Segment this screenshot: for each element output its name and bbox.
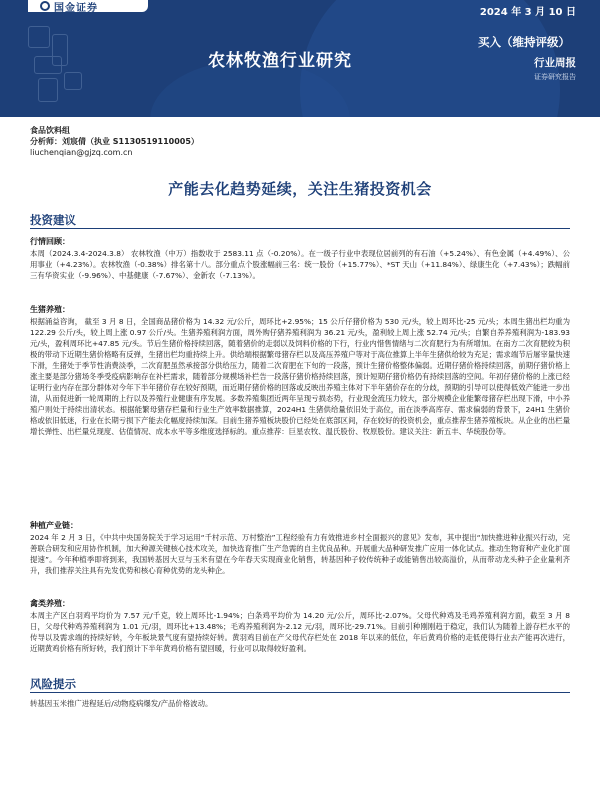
report-type: 行业周报 [534, 57, 576, 69]
section-title-risk: 风险提示 [30, 677, 76, 691]
section-divider [30, 228, 570, 229]
analyst-name: 分析师：刘宸倩（执业 S1130519110005） [30, 137, 199, 146]
report-title: 农林牧渔行业研究 [208, 51, 352, 71]
paragraph-seed: 2024 年 2 月 3 日，《中共中央国务院关于学习运用“千村示范、万村整治”工程经验有力有效推进乡村全面振兴的意见》发布，其中提出“加快推进种业振兴行动，完善联合研发和应用协作机制，加大种源关键核心技术攻关，加快选育推广生产急需的自主优良品种。开展重大品种研发推广应用一体化试点。推动生物育种产业化扩面提速”。今年种植季即将到来，我国转基因大豆与玉米有望在今年春天实现商业化销售，转基因种子较传统种子或能销售出较高溢价，从而带动龙头种子企业量利齐升，我们推荐关注具有先发优势和核心育种优势的龙头种企。 [30, 533, 570, 575]
subtitle-poultry: 禽类养殖： [30, 599, 70, 608]
headline: 产能去化趋势延续，关注生猪投资机会 [168, 180, 432, 198]
category-label: 食品饮料组 [30, 126, 70, 135]
subtitle-pig: 生猪养殖： [30, 305, 70, 314]
section-divider [30, 692, 570, 693]
paragraph-market: 本周（2024.3.4-2024.3.8） 农林牧渔（中万）指数收于 2583.11 点（-0.20%）。在一级子行业中表现位居前列的有石油（+5.24%）、有色金属（+4.49%）、公用事业（+4.23%）。农林牧渔（-0.38%）排名第十八。部分重点个股涨幅前三名：统一股份（+15.77%）、*ST 天山（+11.84%）、绿康生化（+7.43%）；跌幅前三有华资实业（-9.96%）、中基健康（-7.67%）、金新农（-7.13%）。 [30, 249, 570, 280]
paragraph-risk: 转基因玉米推广进程延后/动物疫病爆发/产品价格波动。 [30, 699, 213, 708]
banner-pattern [28, 26, 88, 106]
analyst-info [30, 125, 199, 158]
subtitle-seed: 种植产业链： [30, 521, 78, 530]
paragraph-pig: 根据涌益咨询， 截至 3 月 8 日，全国商品猪价格为 14.32 元/公斤，周环比+2.95%；15 公斤仔猪价格为 530 元/头，较上周环比-25 元/头；本周生猪出栏均重为 122.29 公斤/头，较上周上涨 0.97 公斤/头。生猪养殖利润方面，周外购仔猪养殖利润为 36.21 元/头，盈利较上周上涨 52.74 元/头；自繁自养养殖利润为-183.93 元/头，盈利周环比+47.85 元/头。节后生猪价格持续回落，随着猪价的走弱以及饲料价格的下行，行业内惜售情绪与二次育肥行为有所增加。在南方二次育肥较为积极的带动下近期生猪价格略有反弹，生猪出栏均重持续上升。供给端根据繁母猪存栏以及高压养殖户等对于高位推算上半年生猪供给较为充足；需求端节后屠宰量快速下滑，生猪处于季节性消费淡季，二次育肥虽然承接部分供给压力，随着二次育肥在下旬的一段落，预计生猪价格整体偏弱。近期仔猪价格持续回落，前期仔猪价格上涨主要是部分猪场冬季受疫病影响存在补栏需求，随着部分规模场补栏告一段落仔猪价格持续回落，预计短期仔猪价格仍有持续回落的空间。年初仔猪价格的上涨已经证明行业内存在部分群体对今年下半年猪价存在较好预期，而近期仔猪价格的回落或反映出养殖主体对下半年猪价存在的分歧，预期的引导可以使得低效产能进一步出清，从而促进新一轮周期的上行以及养殖行业健康有序发展。多数养殖集团近两年呈现亏损态势，行业现金流压力较大，部分规模企业能繁母猪存栏出现下滑，中小养殖户则处于持续出清状态。根据能繁母猪存栏量和行业生产效率数据推算，2024H1 生猪供给量依旧处于高位，而在淡季高库存、需求偏弱的背景下，24H1 生猪价格或依旧低迷，行业在长期亏损下产能去化幅度持续加深。目前生猪养殖板块股价已经处在底部区间，存在较好的投资机会，重点推荐生猪养殖板块。从企业的出栏量增长弹性、出栏量兑现度、估值情况、成本水平等多维度选择标的。重点推荐：巨星农牧、温氏股份、牧原股份。建议关注：新五丰、华统股份等。 [30, 317, 570, 436]
subtitle-market: 行情回顾： [30, 237, 70, 246]
report-date: 2024 年 3 月 10 日 [479, 7, 576, 18]
logo-text: 国金证券 [54, 2, 98, 14]
logo-icon [40, 1, 50, 11]
header-banner [0, 0, 600, 117]
rating-badge: 买入（维持评级） [478, 35, 570, 49]
paragraph-poultry: 本周主产区白羽鸡平均价为 7.57 元/千克，较上周环比-1.94%；白条鸡平均价为 14.20 元/公斤，周环比-2.07%。父母代种鸡及毛鸡养殖利润方面，截至 3 月 8 日，父母代种鸡养殖利润为 1.01 元/羽，周环比+13.48%；毛鸡养殖利润为-2.12 元/羽，周环比-29.71%。目前引种刚刚趋于稳定，我们认为随着上游存栏水平的传导以及需求端的持续好转，今年板块景气度有望持续好转。黄羽鸡目前在产父母代存栏处在 2018 年以来的低位，年后黄鸡价格的走低使得行业去产能再次进行，近期黄鸡价格有所好转，我们预计下半年黄鸡价格有望回暖，行业可以取得较好盈利。 [30, 611, 570, 653]
company-logo [28, 0, 148, 12]
section-title-invest: 投资建议 [30, 213, 76, 227]
report-subtitle: 证券研究报告 [534, 73, 576, 81]
analyst-email: liuchenqian@gjzq.com.cn [30, 148, 133, 157]
